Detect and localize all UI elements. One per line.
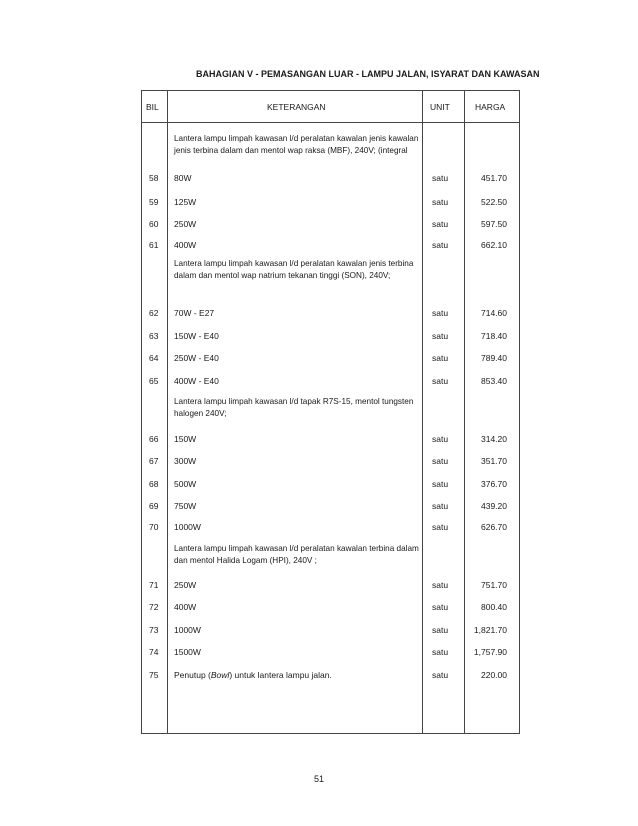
row-unit: satu xyxy=(432,580,449,590)
page-number: 51 xyxy=(313,774,324,784)
row-description: 250W - E40 xyxy=(174,353,219,363)
row-harga: 853.40 xyxy=(481,376,507,386)
column-divider-keterangan xyxy=(422,90,423,734)
column-divider-unit xyxy=(464,90,465,734)
row-description: 1000W xyxy=(174,522,201,532)
row-bil: 58 xyxy=(149,173,159,183)
row-harga: 751.70 xyxy=(481,580,507,590)
row-description-prefix: Penutup ( xyxy=(174,670,211,680)
row-harga: 662.10 xyxy=(481,240,507,250)
row-unit: satu xyxy=(432,240,449,250)
row-bil: 59 xyxy=(149,197,159,207)
row-description-emphasis: Bowl xyxy=(210,670,230,680)
row-description: 150W - E40 xyxy=(174,331,219,341)
row-unit: satu xyxy=(432,625,449,635)
row-harga: 800.40 xyxy=(481,602,507,612)
row-unit: satu xyxy=(432,219,449,229)
row-bil: 62 xyxy=(149,308,159,318)
row-bil: 68 xyxy=(149,479,159,489)
row-bil: 67 xyxy=(149,456,159,466)
row-description: 80W xyxy=(174,173,192,183)
row-bil: 74 xyxy=(149,647,159,657)
row-description: 750W xyxy=(174,501,197,511)
row-unit: satu xyxy=(432,434,449,444)
row-harga: 1,757.90 xyxy=(473,647,507,657)
row-description: 400W - E40 xyxy=(174,376,219,386)
header-bil: BIL xyxy=(146,102,159,112)
row-unit: satu xyxy=(432,331,449,341)
row-bil: 64 xyxy=(149,353,159,363)
row-description: 125W xyxy=(174,197,197,207)
row-unit: satu xyxy=(432,670,449,680)
row-harga: 351.70 xyxy=(481,456,507,466)
row-harga: 314.20 xyxy=(481,434,507,444)
row-harga: 626.70 xyxy=(481,522,507,532)
row-bil: 63 xyxy=(149,331,159,341)
row-bil: 69 xyxy=(149,501,159,511)
row-description-suffix: ) untuk lantera lampu jalan. xyxy=(229,670,332,680)
row-harga: 597.50 xyxy=(481,219,507,229)
header-keterangan: KETERANGAN xyxy=(267,102,326,112)
row-bil: 65 xyxy=(149,376,159,386)
row-bil: 71 xyxy=(149,580,159,590)
row-bil: 60 xyxy=(149,219,159,229)
row-description: 300W xyxy=(174,456,197,466)
row-unit: satu xyxy=(432,376,449,386)
row-description: 400W xyxy=(174,602,197,612)
row-description: 70W - E27 xyxy=(174,308,215,318)
row-unit: satu xyxy=(432,353,449,363)
row-description: 250W xyxy=(174,219,197,229)
group-description: Lantera lampu limpah kawasan l/d peralatan kawalan terbina dalam dan mentol Halida Logam (HPI), 240V ; xyxy=(174,544,419,565)
row-bil: 73 xyxy=(149,625,159,635)
row-bil: 61 xyxy=(149,240,159,250)
column-divider-bil xyxy=(167,90,168,734)
row-description xyxy=(174,670,332,680)
row-harga: 1,821.70 xyxy=(473,625,507,635)
row-unit: satu xyxy=(432,456,449,466)
row-bil: 72 xyxy=(149,602,159,612)
row-harga: 714.60 xyxy=(481,308,507,318)
row-unit: satu xyxy=(432,173,449,183)
row-description: 400W xyxy=(174,240,197,250)
row-bil: 66 xyxy=(149,434,159,444)
row-harga: 376.70 xyxy=(481,479,507,489)
row-unit: satu xyxy=(432,479,449,489)
row-description: 250W xyxy=(174,580,197,590)
row-description: 150W xyxy=(174,434,197,444)
row-unit: satu xyxy=(432,501,449,511)
header-harga: HARGA xyxy=(475,102,506,112)
row-harga: 522.50 xyxy=(481,197,507,207)
group-description: Lantera lampu limpah kawasan l/d peralatan kawalan jenis kawalan jenis terbina dalam dan mentol wap raksa (MBF), 240V; (integral xyxy=(174,134,419,155)
row-description: 1500W xyxy=(174,647,201,657)
row-unit: satu xyxy=(432,197,449,207)
row-unit: satu xyxy=(432,308,449,318)
header-unit: UNIT xyxy=(430,102,450,112)
row-description: 1000W xyxy=(174,625,201,635)
row-unit: satu xyxy=(432,647,449,657)
row-harga: 451.70 xyxy=(481,173,507,183)
row-unit: satu xyxy=(432,602,449,612)
row-unit: satu xyxy=(432,522,449,532)
row-description: 500W xyxy=(174,479,197,489)
row-bil: 70 xyxy=(149,522,159,532)
group-description: Lantera lampu limpah kawasan l/d tapak R7S-15, mentol tungsten halogen 240V; xyxy=(174,397,414,418)
row-harga: 718.40 xyxy=(481,331,507,341)
row-harga: 439.20 xyxy=(481,501,507,511)
group-description: Lantera lampu limpah kawasan l/d peralatan kawalan jenis terbina dalam dan mentol wap natrium tekanan tinggi (SON), 240V; xyxy=(174,259,414,280)
section-title: BAHAGIAN V - PEMASANGAN LUAR - LAMPU JALAN, ISYARAT DAN KAWASAN xyxy=(196,69,540,79)
row-bil: 75 xyxy=(149,670,159,680)
row-harga: 789.40 xyxy=(481,353,507,363)
row-harga: 220.00 xyxy=(481,670,507,680)
